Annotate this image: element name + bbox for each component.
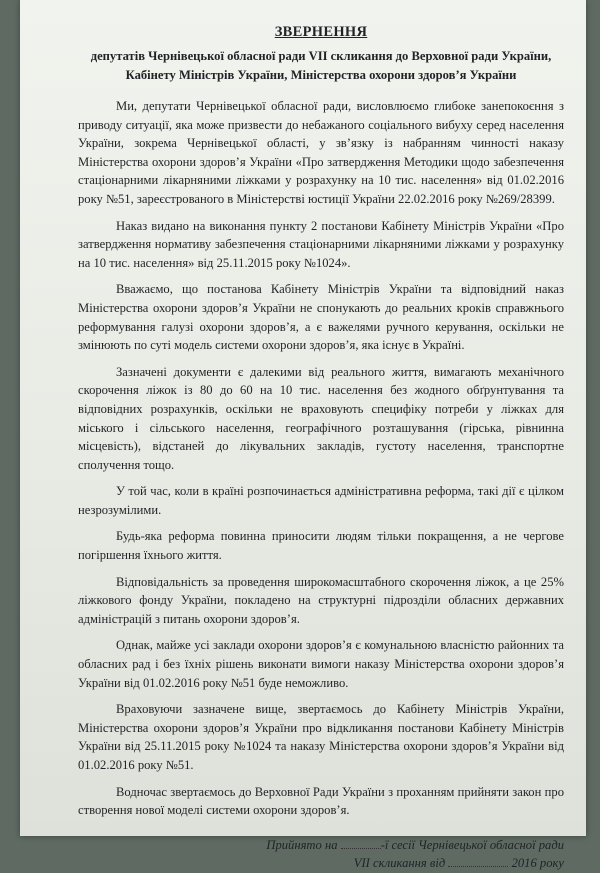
session-number-blank xyxy=(341,848,381,849)
document-subtitle: депутатів Чернівецької обласної ради VII скликання до Верховної ради України, Кабінету Міністрів України, Міністерства охорони здоров’я України xyxy=(90,49,552,82)
paragraph-8: Однак, майже усі заклади охорони здоров’я є комунальною власністю районних та обласних рад і без їхніх рішень виконати вимоги наказу Міністерства охорони здоров’я України від 01.02.2016 року №51 буде неможливо. xyxy=(78,638,564,690)
adoption-line-1-start: Прийнято на xyxy=(266,837,338,852)
adoption-line-2-end: 2016 року xyxy=(511,856,564,871)
document-title: ЗВЕРНЕННЯ xyxy=(274,24,368,40)
document-page xyxy=(20,0,586,871)
paragraph-4: Зазначені документи є далекими від реального життя, вимагають механічного скорочення ліжок із 80 до 60 на 10 тис. населення без жодного обґрунтування та відповідних розрахунків, оскільки не враховують специфіку потреби у ліжках для міського і сільського населення, географічного розташування (гірська, рівнинна місцевість), відстаней до лікувальних закладів, густоту населення, транспортне сполучення тощо. xyxy=(78,364,564,472)
paragraph-7: Відповідальність за проведення широкомасштабного скорочення ліжок, а це 25% ліжкового фонду України, покладено на структурні підрозділи обласних державних адміністрацій з питань охорони здоров’я. xyxy=(78,574,564,626)
adoption-line-1 xyxy=(78,836,564,855)
paragraph-3: Вважаємо, що постанова Кабінету Міністрів України та відповідний наказ Міністерства охорони здоров’я України не спонукають до реальних кроків справжнього реформування галузі охорони здоров’я, а є важелями ручного керування, оскільки не змінюють по суті модель системи охорони здоров’я, яка існує в Україні. xyxy=(78,282,564,353)
paragraph-1: Ми, депутати Чернівецької обласної ради, висловлюємо глибоке занепокоєння з приводу ситуації, яка може призвести до небажаного соціального вибуху серед населення України, зокрема Чернівецької області, у зв’язку із набранням чинності наказу Міністерства охорони здоров’я України «Про затвердження Методики щодо забезпечення стаціонарними лікарняними ліжками у розрахунку на 10 тис. населення» від 01.02.2016 року №51, зареєстрованого в Міністерстві юстиції України 22.02.2016 року №269/28399. xyxy=(78,99,564,206)
adoption-line-2-start: VII скликання від xyxy=(353,856,446,871)
paragraph-9: Враховуючи зазначене вище, звертаємось до Кабінету Міністрів України, Міністерства охорони здоров’я України про відкликання постанови Кабінету Міністрів України від 25.11.2015 року №1024 та наказу Міністерства охорони здоров’я України від 01.02.2016 року №51. xyxy=(78,702,564,772)
paragraph-2: Наказ видано на виконання пункту 2 постанови Кабінету Міністрів України «Про затвердження нормативу забезпечення стаціонарними лікарняними ліжками у розрахунку на 10 тис. населення» від 25.11.2015 року №1024». xyxy=(78,218,564,270)
paragraph-5: У той час, коли в країні розпочинається адміністративна реформа, такі дії є цілком незрозумілими. xyxy=(78,484,564,517)
paragraph-10: Водночас звертаємось до Верховної Ради України з проханням прийняти закон про створення нової моделі системи охорони здоров’я. xyxy=(78,784,564,818)
date-blank xyxy=(448,866,508,867)
paragraph-6: Будь-яка реформа повинна приносити людям тільки покращення, а не чергове погіршення їхнього життя. xyxy=(78,529,564,563)
adoption-line-2 xyxy=(78,854,564,873)
adoption-line-1-end: -ї сесії Чернівецької обласної ради xyxy=(380,837,564,852)
adoption-note xyxy=(78,836,564,873)
document-content xyxy=(78,24,564,873)
